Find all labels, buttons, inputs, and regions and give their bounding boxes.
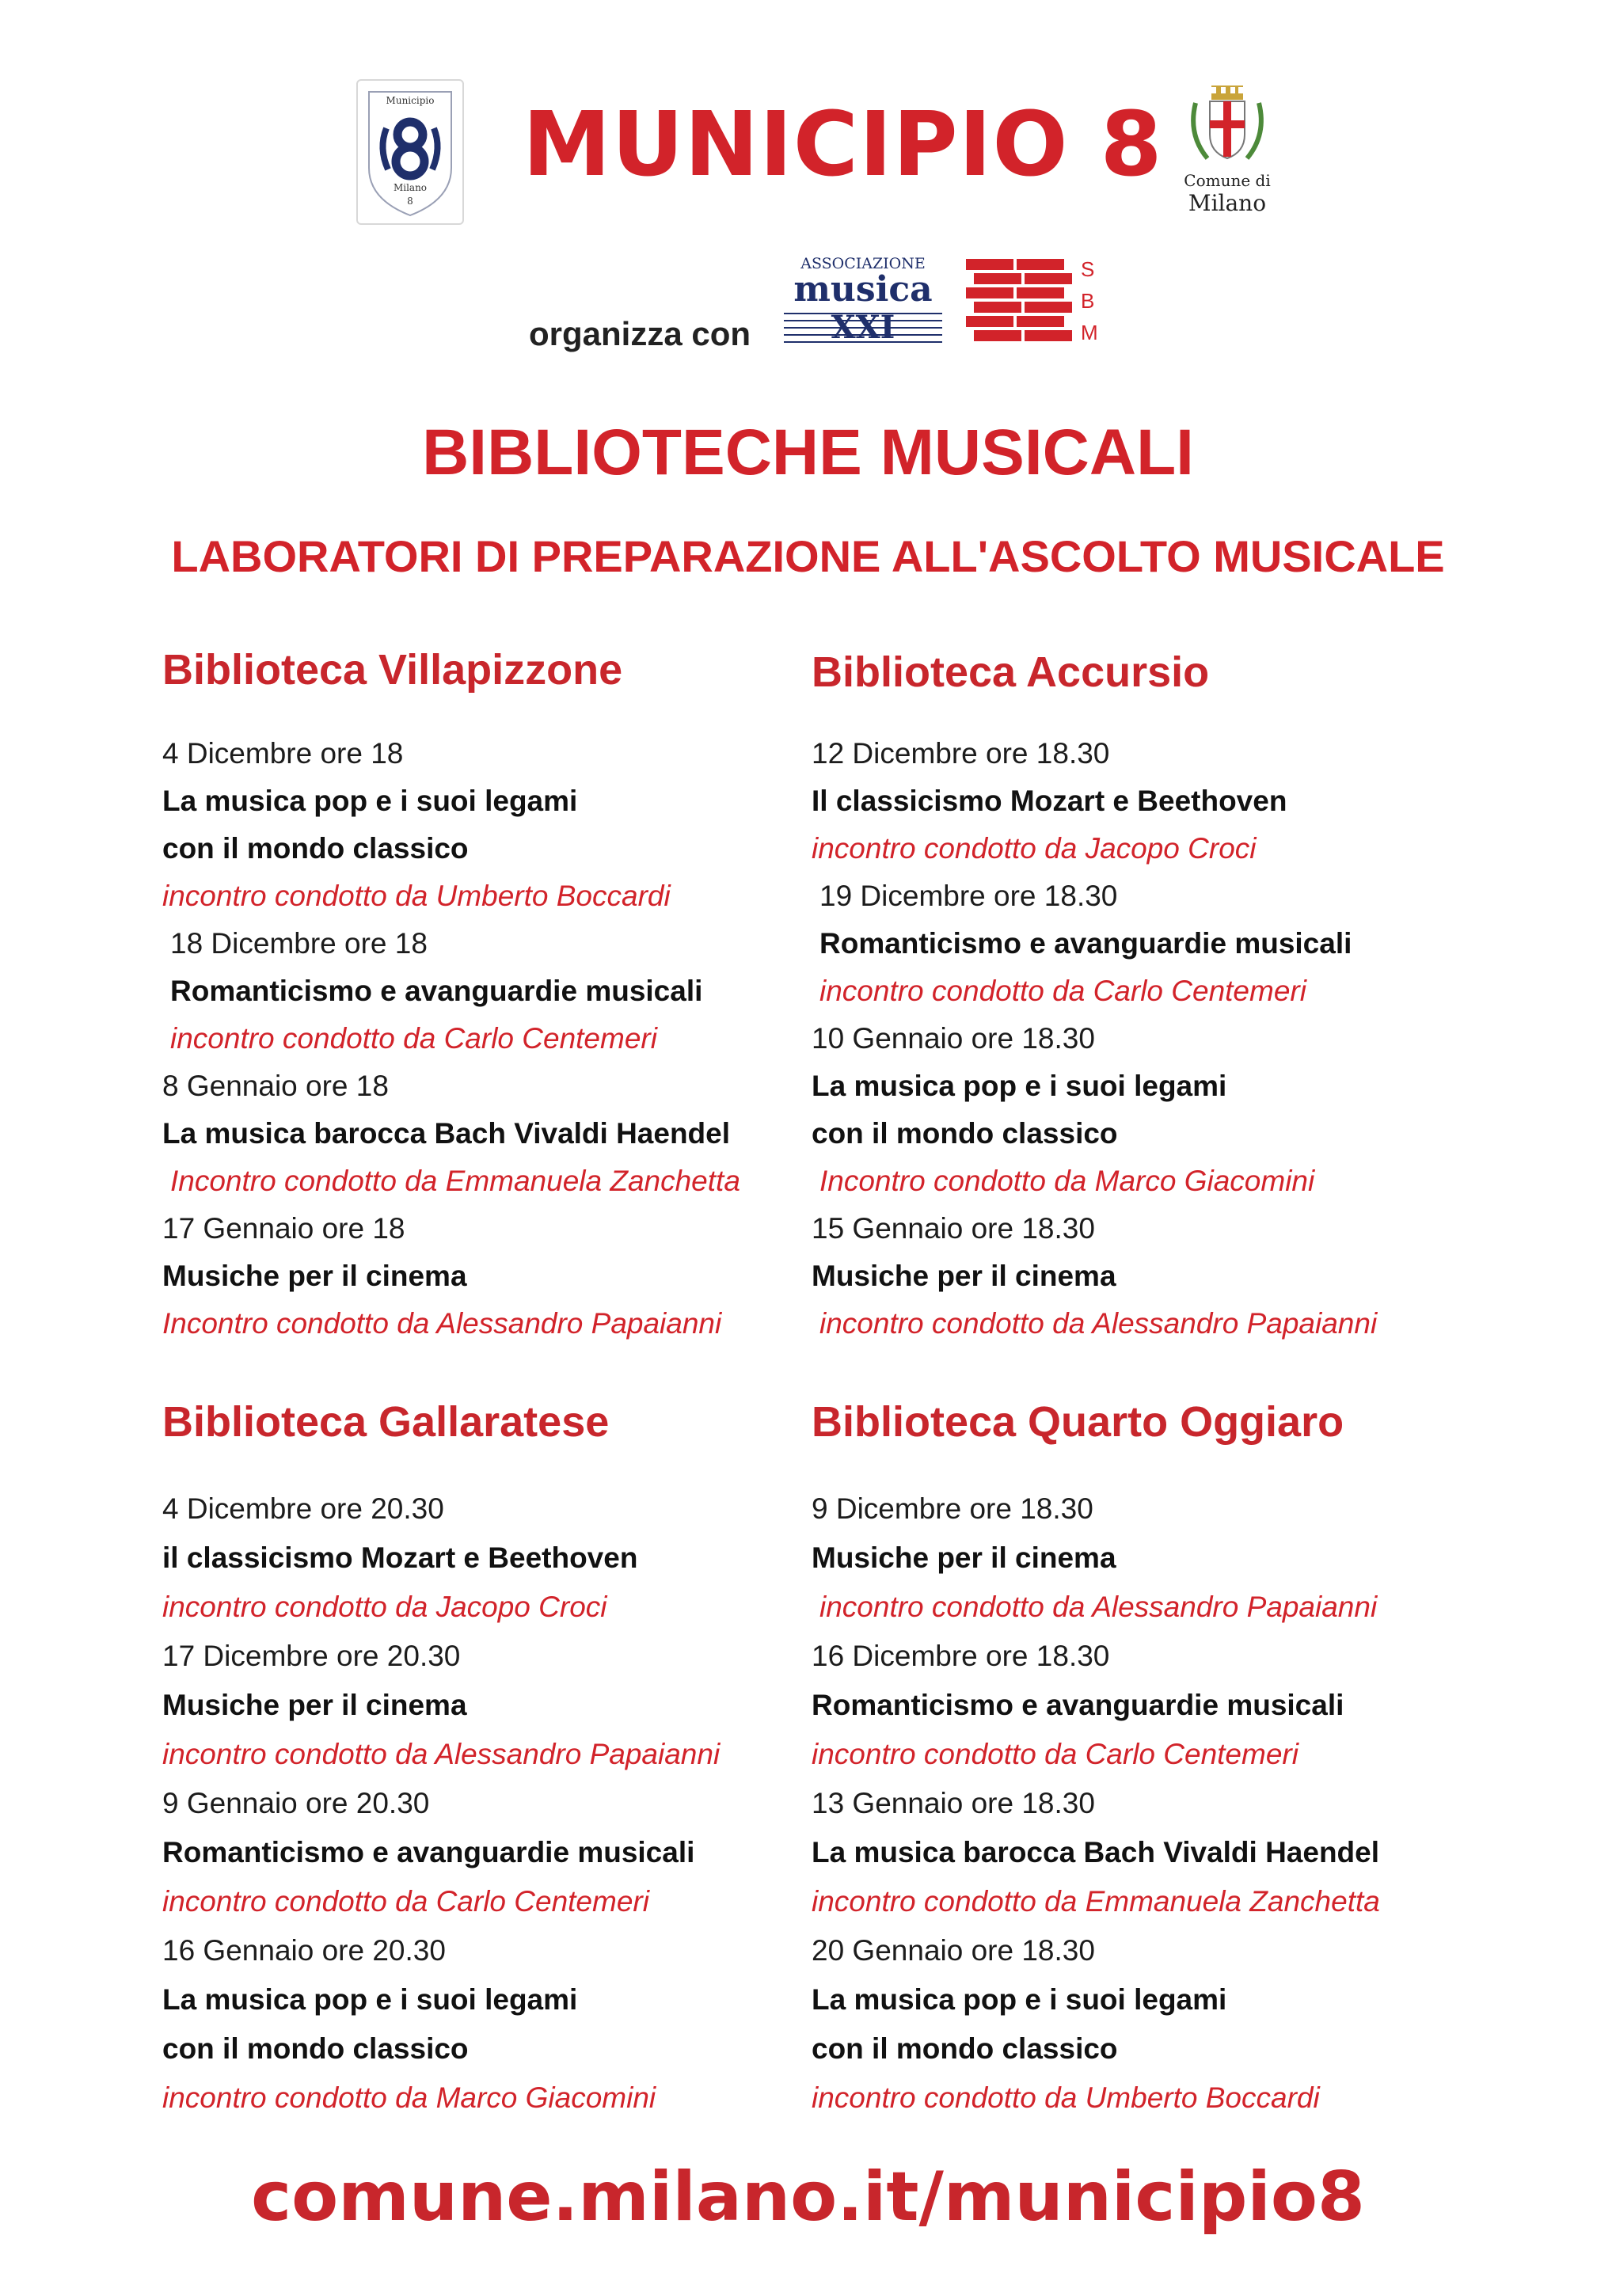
sbm-letter-s: S: [1081, 257, 1095, 281]
musica-logo-line2: musica: [793, 269, 933, 310]
sbm-letter-b: B: [1081, 289, 1095, 313]
library-section-gallaratese: [162, 1397, 796, 2123]
event-date: 17 Dicembre ore 20.30: [162, 1640, 461, 1672]
event-topic: Musiche per il cinema: [162, 1260, 467, 1292]
footer-url[interactable]: comune.milano.it/municipio8: [251, 2157, 1365, 2237]
event-date: 4 Dicembre ore 18: [162, 737, 404, 770]
event-topic: con il mondo classico: [812, 1117, 1118, 1150]
event-topic: Musiche per il cinema: [162, 1689, 467, 1721]
event-topic: Musiche per il cinema: [812, 1541, 1116, 1574]
event-conductor: incontro condotto da Carlo Centemeri: [162, 1885, 649, 1918]
event-conductor: incontro condotto da Jacopo Croci: [812, 832, 1257, 865]
event-conductor: Incontro condotto da Emmanuela Zanchetta: [170, 1165, 740, 1197]
coat-of-arms-icon: [1172, 79, 1283, 166]
sbm-bricks-icon: [966, 257, 1085, 348]
event-topic: La musica pop e i suoi legami: [162, 1983, 578, 2016]
comune-milano-logo: [1172, 79, 1283, 222]
event-topic: con il mondo classico: [162, 2032, 469, 2065]
event-conductor: incontro condotto da Umberto Boccardi: [162, 880, 671, 912]
event-date: 20 Gennaio ore 18.30: [812, 1934, 1095, 1967]
event-conductor: incontro condotto da Jacopo Croci: [162, 1591, 607, 1623]
event-topic: con il mondo classico: [812, 2032, 1118, 2065]
event-topic: La musica pop e i suoi legami: [812, 1983, 1227, 2016]
event-topic: Musiche per il cinema: [812, 1260, 1116, 1292]
event-conductor: incontro condotto da Alessandro Papaianni: [162, 1738, 721, 1770]
event-date: 18 Dicembre ore 18: [170, 927, 428, 960]
event-conductor: incontro condotto da Marco Giacomini: [162, 2081, 656, 2114]
municipio-8-logo: [356, 79, 464, 225]
page-title: MUNICIPIO 8: [523, 93, 1163, 196]
event-topic: La musica pop e i suoi legami: [162, 785, 578, 817]
main-heading: BIBLIOTECHE MUSICALI: [422, 416, 1194, 488]
event-conductor: incontro condotto da Emmanuela Zanchetta: [812, 1885, 1380, 1918]
event-topic: La musica pop e i suoi legami: [812, 1070, 1227, 1102]
event-topic: La musica barocca Bach Vivaldi Haendel: [162, 1117, 731, 1150]
event-conductor: Incontro condotto da Alessandro Papaianni: [162, 1307, 722, 1340]
event-date: 10 Gennaio ore 18.30: [812, 1022, 1095, 1055]
event-date: 16 Gennaio ore 20.30: [162, 1934, 446, 1967]
event-conductor: incontro condotto da Carlo Centemeri: [812, 1738, 1299, 1770]
sbm-letter-m: M: [1081, 321, 1098, 344]
event-conductor: incontro condotto da Carlo Centemeri: [819, 975, 1306, 1007]
event-date: 9 Dicembre ore 18.30: [812, 1492, 1093, 1525]
municipio-logo-top-text: Municipio: [386, 95, 435, 106]
musica-xxi-logo: [784, 252, 942, 351]
musica-logo-line3: XXI: [831, 309, 895, 346]
library-title: Biblioteca Accursio: [812, 648, 1210, 696]
event-topic: Romanticismo e avanguardie musicali: [170, 975, 703, 1007]
event-date: 4 Dicembre ore 20.30: [162, 1492, 444, 1525]
event-topic: Il classicismo Mozart e Beethoven: [812, 785, 1287, 817]
comune-logo-line2: Milano: [1188, 190, 1267, 216]
library-section-villapizzone: [162, 645, 796, 1348]
event-date: 16 Dicembre ore 18.30: [812, 1640, 1110, 1672]
library-section-accursio: [812, 648, 1461, 1348]
library-title: Biblioteca Villapizzone: [162, 646, 623, 694]
event-topic: Romanticismo e avanguardie musicali: [812, 1689, 1344, 1721]
municipio-logo-bottom-text: Milano: [393, 182, 428, 193]
comune-logo-line1: Comune di: [1184, 171, 1271, 190]
municipio-logo-bottom-number: 8: [407, 196, 413, 207]
event-date: 19 Dicembre ore 18.30: [819, 880, 1118, 912]
event-topic: Romanticismo e avanguardie musicali: [819, 927, 1352, 960]
library-title: Biblioteca Gallaratese: [162, 1398, 610, 1446]
event-date: 8 Gennaio ore 18: [162, 1070, 389, 1102]
library-title: Biblioteca Quarto Oggiaro: [812, 1398, 1344, 1446]
event-date: 15 Gennaio ore 18.30: [812, 1212, 1095, 1245]
event-conductor: Incontro condotto da Marco Giacomini: [819, 1165, 1315, 1197]
event-date: 12 Dicembre ore 18.30: [812, 737, 1110, 770]
event-topic: il classicismo Mozart e Beethoven: [162, 1541, 638, 1574]
organizza-label: organizza con: [529, 315, 751, 352]
event-date: 13 Gennaio ore 18.30: [812, 1787, 1095, 1819]
event-conductor: incontro condotto da Alessandro Papaianni: [819, 1591, 1378, 1623]
event-topic: Romanticismo e avanguardie musicali: [162, 1836, 695, 1868]
event-conductor: incontro condotto da Umberto Boccardi: [812, 2081, 1320, 2114]
sub-heading: LABORATORI DI PREPARAZIONE ALL'ASCOLTO MUSICALE: [171, 531, 1445, 581]
library-section-quarto-oggiaro: [812, 1397, 1461, 2123]
musica-logo-line1: ASSOCIAZIONE: [800, 255, 926, 272]
event-date: 9 Gennaio ore 20.30: [162, 1787, 430, 1819]
event-date: 17 Gennaio ore 18: [162, 1212, 405, 1245]
event-conductor: incontro condotto da Carlo Centemeri: [170, 1022, 657, 1055]
sbm-logo: [966, 257, 1120, 348]
event-topic: con il mondo classico: [162, 832, 469, 865]
event-conductor: incontro condotto da Alessandro Papaianni: [819, 1307, 1378, 1340]
event-topic: La musica barocca Bach Vivaldi Haendel: [812, 1836, 1380, 1868]
